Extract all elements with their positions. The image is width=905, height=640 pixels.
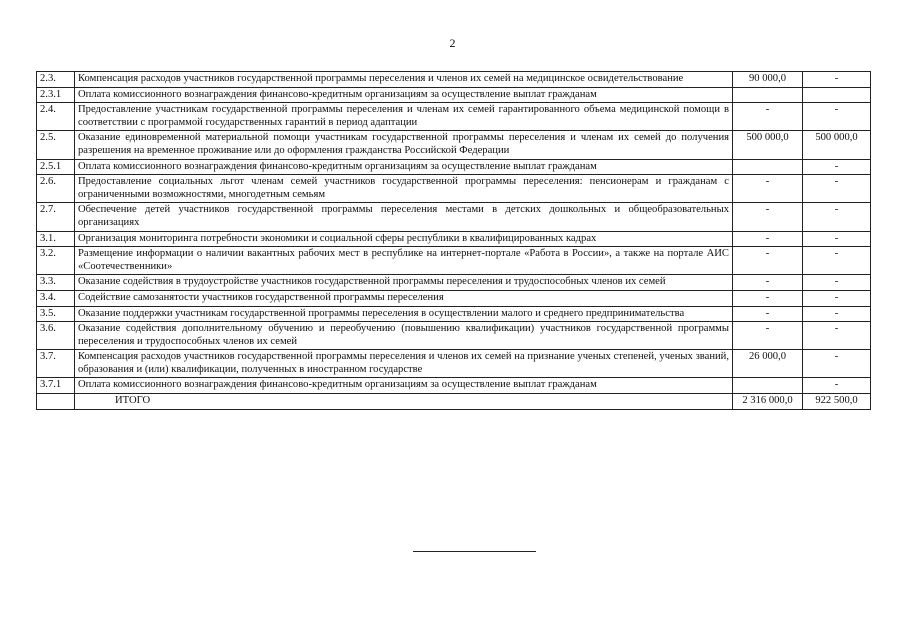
total-amount-2: 922 500,0 bbox=[803, 394, 871, 410]
row-number: 3.6. bbox=[37, 322, 75, 350]
page-number: 2 bbox=[449, 36, 456, 50]
row-amount-1 bbox=[733, 159, 803, 175]
table-row bbox=[37, 247, 871, 275]
table-body bbox=[37, 72, 871, 394]
row-description: Оказание содействия дополнительному обучению и переобучению (повышению квалификации) участников государственной программы переселения и трудоспособных членов их семей bbox=[75, 322, 733, 350]
row-description: Оказание единовременной материальной помощи участникам государственной программы переселения и членам их семей до получения разрешения на временное проживание или до оформления гражданства Российской Федерации bbox=[75, 131, 733, 159]
table-row bbox=[37, 103, 871, 131]
row-description: Компенсация расходов участников государственной программы переселения и членов их семей на признание ученых степеней, ученых званий, образования и (или) квалификации, полученных в иностранном государстве bbox=[75, 350, 733, 378]
row-number: 3.7. bbox=[37, 350, 75, 378]
row-amount-2: 500 000,0 bbox=[803, 131, 871, 159]
row-number: 2.5.1 bbox=[37, 159, 75, 175]
signature-line bbox=[413, 551, 536, 552]
row-description: Предоставление участникам государственной программы переселения и членам их семей гарантированного объема медицинской помощи в соответствии с программой государственных гарантий в период адаптации bbox=[75, 103, 733, 131]
row-description: Оплата комиссионного вознаграждения финансово-кредитным организациям за осуществление выплат гражданам bbox=[75, 378, 733, 394]
row-amount-1: - bbox=[733, 203, 803, 231]
table-row bbox=[37, 131, 871, 159]
budget-table bbox=[36, 71, 871, 410]
row-description: Оплата комиссионного вознаграждения финансово-кредитным организациям за осуществление выплат гражданам bbox=[75, 87, 733, 103]
row-amount-2 bbox=[803, 87, 871, 103]
row-amount-1: - bbox=[733, 306, 803, 322]
row-description: Оплата комиссионного вознаграждения финансово-кредитным организациям за осуществление выплат гражданам bbox=[75, 159, 733, 175]
row-amount-2: - bbox=[803, 231, 871, 247]
row-amount-2: - bbox=[803, 322, 871, 350]
total-label: ИТОГО bbox=[75, 394, 733, 410]
table-row bbox=[37, 275, 871, 291]
row-amount-2: - bbox=[803, 103, 871, 131]
total-num-cell bbox=[37, 394, 75, 410]
row-description: Содействие самозанятости участников государственной программы переселения bbox=[75, 290, 733, 306]
row-amount-1: 26 000,0 bbox=[733, 350, 803, 378]
row-amount-1: 90 000,0 bbox=[733, 72, 803, 88]
row-number: 2.5. bbox=[37, 131, 75, 159]
table-row bbox=[37, 72, 871, 88]
row-amount-1 bbox=[733, 378, 803, 394]
row-amount-2: - bbox=[803, 306, 871, 322]
row-number: 2.3.1 bbox=[37, 87, 75, 103]
row-number: 3.3. bbox=[37, 275, 75, 291]
row-number: 2.6. bbox=[37, 175, 75, 203]
row-amount-1: - bbox=[733, 103, 803, 131]
total-amount-1: 2 316 000,0 bbox=[733, 394, 803, 410]
row-amount-1: - bbox=[733, 275, 803, 291]
table-row bbox=[37, 322, 871, 350]
row-amount-2: - bbox=[803, 247, 871, 275]
row-amount-2: - bbox=[803, 175, 871, 203]
row-number: 2.3. bbox=[37, 72, 75, 88]
row-amount-2: - bbox=[803, 159, 871, 175]
table-row bbox=[37, 203, 871, 231]
table-row bbox=[37, 159, 871, 175]
row-amount-2: - bbox=[803, 203, 871, 231]
row-description: Предоставление социальных льгот членам семей участников государственной программы переселения: пенсионерам и гражданам с ограниченными возможностями, многодетным семьям bbox=[75, 175, 733, 203]
row-description: Обеспечение детей участников государственной программы переселения местами в детских дошкольных и общеобразовательных организациях bbox=[75, 203, 733, 231]
row-amount-2: - bbox=[803, 275, 871, 291]
table-row bbox=[37, 306, 871, 322]
row-amount-2: - bbox=[803, 72, 871, 88]
row-description: Оказание содействия в трудоустройстве участников государственной программы переселения и трудоспособных членов их семей bbox=[75, 275, 733, 291]
row-amount-1: 500 000,0 bbox=[733, 131, 803, 159]
row-number: 3.4. bbox=[37, 290, 75, 306]
table-row bbox=[37, 350, 871, 378]
table-row bbox=[37, 290, 871, 306]
total-row bbox=[37, 394, 871, 410]
row-number: 3.1. bbox=[37, 231, 75, 247]
row-description: Размещение информации о наличии вакантных рабочих мест в республике на интернет-портале «Работа в России», а также на портале АИС «Соотечественники» bbox=[75, 247, 733, 275]
row-number: 2.7. bbox=[37, 203, 75, 231]
row-number: 2.4. bbox=[37, 103, 75, 131]
table-row bbox=[37, 231, 871, 247]
row-number: 3.5. bbox=[37, 306, 75, 322]
row-amount-1: - bbox=[733, 290, 803, 306]
row-amount-1: - bbox=[733, 247, 803, 275]
row-amount-1: - bbox=[733, 322, 803, 350]
row-amount-2: - bbox=[803, 350, 871, 378]
row-description: Организация мониторинга потребности экономики и социальной сферы республики в квалифицированных кадрах bbox=[75, 231, 733, 247]
table-row bbox=[37, 378, 871, 394]
table-row bbox=[37, 87, 871, 103]
row-description: Оказание поддержки участникам государственной программы переселения в осуществлении малого и среднего предпринимательства bbox=[75, 306, 733, 322]
row-number: 3.7.1 bbox=[37, 378, 75, 394]
row-amount-2: - bbox=[803, 290, 871, 306]
row-amount-2: - bbox=[803, 378, 871, 394]
row-description: Компенсация расходов участников государственной программы переселения и членов их семей на медицинское освидетельствование bbox=[75, 72, 733, 88]
row-amount-1: - bbox=[733, 231, 803, 247]
row-amount-1 bbox=[733, 87, 803, 103]
table-row bbox=[37, 175, 871, 203]
row-number: 3.2. bbox=[37, 247, 75, 275]
row-amount-1: - bbox=[733, 175, 803, 203]
